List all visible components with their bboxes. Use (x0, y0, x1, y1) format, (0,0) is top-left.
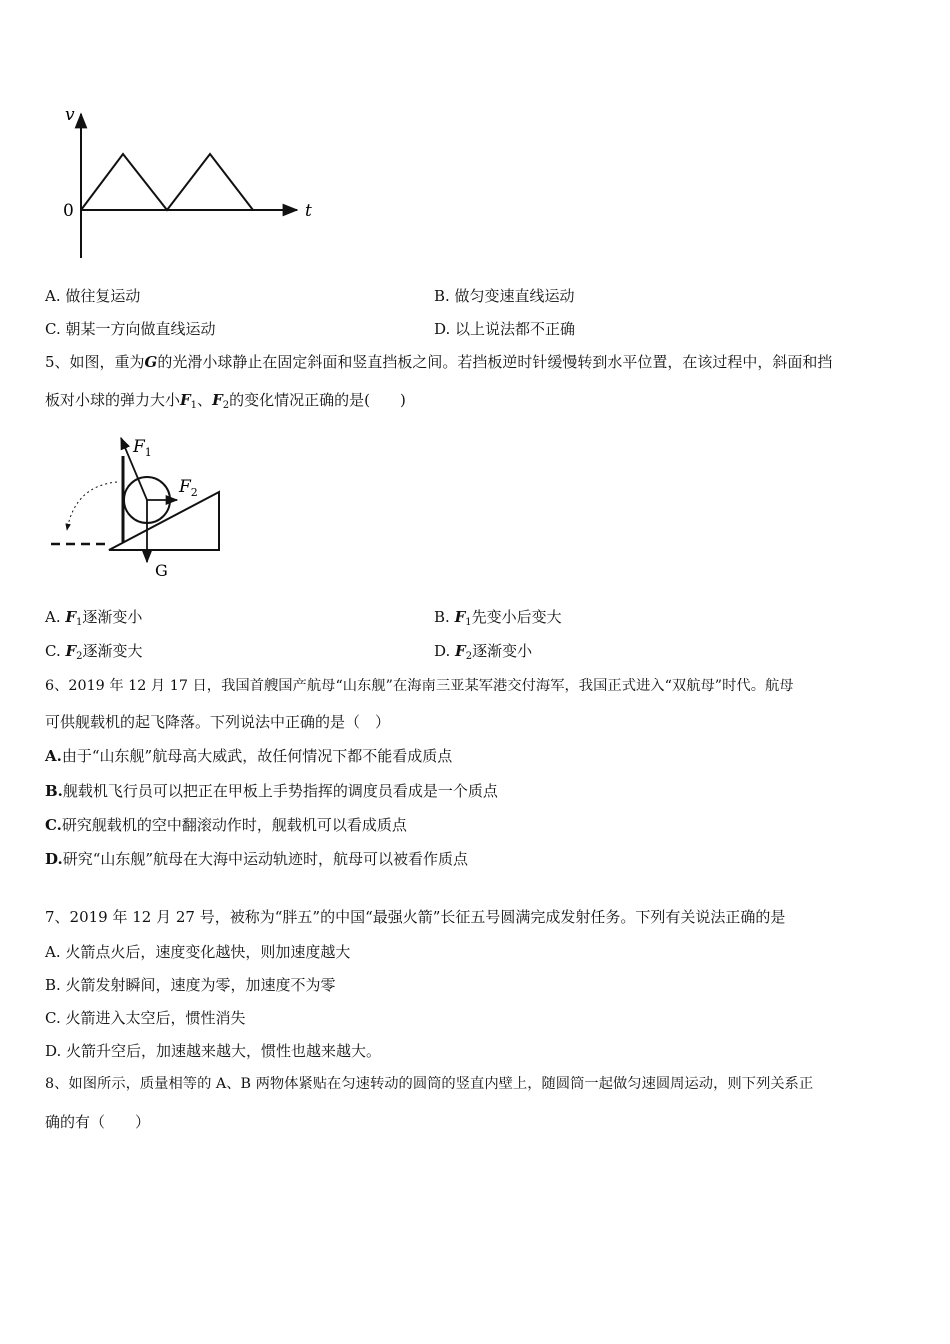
q6-option-a: A.由于“山东舰”航母高大威武，故任何情况下都不能看成质点 (45, 747, 453, 765)
q5-option-d: D. $F_2$逐渐变小 (434, 642, 533, 662)
q4-option-d: D. 以上说法都不正确 (434, 320, 576, 338)
q6-stem-line1: 6、2019 年 12 月 17 日，我国首艘国产航母“山东舰”在海南三亚某军港交付海军，我国正式进入“双航母”时代。航母 (45, 678, 794, 694)
incline-ball-figure (45, 430, 235, 578)
q5-option-a: A. $F_1$逐渐变小 (45, 608, 143, 628)
q4-option-a: A. 做往复运动 (45, 287, 141, 305)
q4-option-c: C. 朝某一方向做直线运动 (45, 320, 216, 338)
q7-option-d: D. 火箭升空后，加速越来越大，惯性也越来越大。 (45, 1042, 382, 1060)
q5-stem-line1: 5、如图，重为G的光滑小球静止在固定斜面和竖直挡板之间。若挡板逆时针缓慢转到水平位置，在该过程中，斜面和挡 (45, 353, 833, 371)
q5-stem-line2: 板对小球的弹力大小$F_1$、$F_2$的变化情况正确的是( ) (45, 391, 406, 411)
q7-stem: 7、2019 年 12 月 27 号，被称为“胖五”的中国“最强火箭”长征五号圆满完成发射任务。下列有关说法正确的是 (45, 908, 786, 926)
g-label: G (155, 561, 168, 578)
v-axis-label: v (65, 105, 75, 125)
q7-option-c: C. 火箭进入太空后，惯性消失 (45, 1009, 246, 1027)
t-axis-label: t (305, 201, 312, 221)
velocity-curve (81, 154, 253, 210)
f1-label: $F_1$ (133, 437, 152, 459)
q6-option-c: C.研究舰载机的空中翻滚动作时，舰载机可以看成质点 (45, 816, 407, 834)
f2-label: $F_2$ (179, 477, 198, 499)
q5-option-b: B. $F_1$先变小后变大 (434, 608, 562, 628)
q6-option-d: D.研究“山东舰”航母在大海中运动轨迹时，航母可以被看作质点 (45, 850, 469, 868)
rotation-arc (67, 482, 117, 530)
q7-option-a: A. 火箭点火后，速度变化越快，则加速度越大 (45, 943, 351, 961)
q5-option-c: C. $F_2$逐渐变大 (45, 642, 143, 662)
q4-option-b: B. 做匀变速直线运动 (434, 287, 575, 305)
q7-option-b: B. 火箭发射瞬间，速度为零，加速度不为零 (45, 976, 336, 994)
velocity-time-graph (55, 100, 345, 270)
weight-symbol: G (144, 353, 158, 371)
q6-stem-line2: 可供舰载机的起飞降落。下列说法中正确的是（ ） (45, 713, 391, 731)
q6-option-b: B.舰载机飞行员可以把正在甲板上手势指挥的调度员看成是一个质点 (45, 782, 498, 800)
q8-stem-line1: 8、如图所示，质量相等的 A、B 两物体紧贴在匀速转动的圆筒的竖直内壁上，随圆筒一起做匀速圆周运动，则下列关系正 (45, 1076, 814, 1092)
origin-label: 0 (63, 201, 74, 221)
q8-stem-line2: 确的有（ ） (45, 1113, 151, 1131)
